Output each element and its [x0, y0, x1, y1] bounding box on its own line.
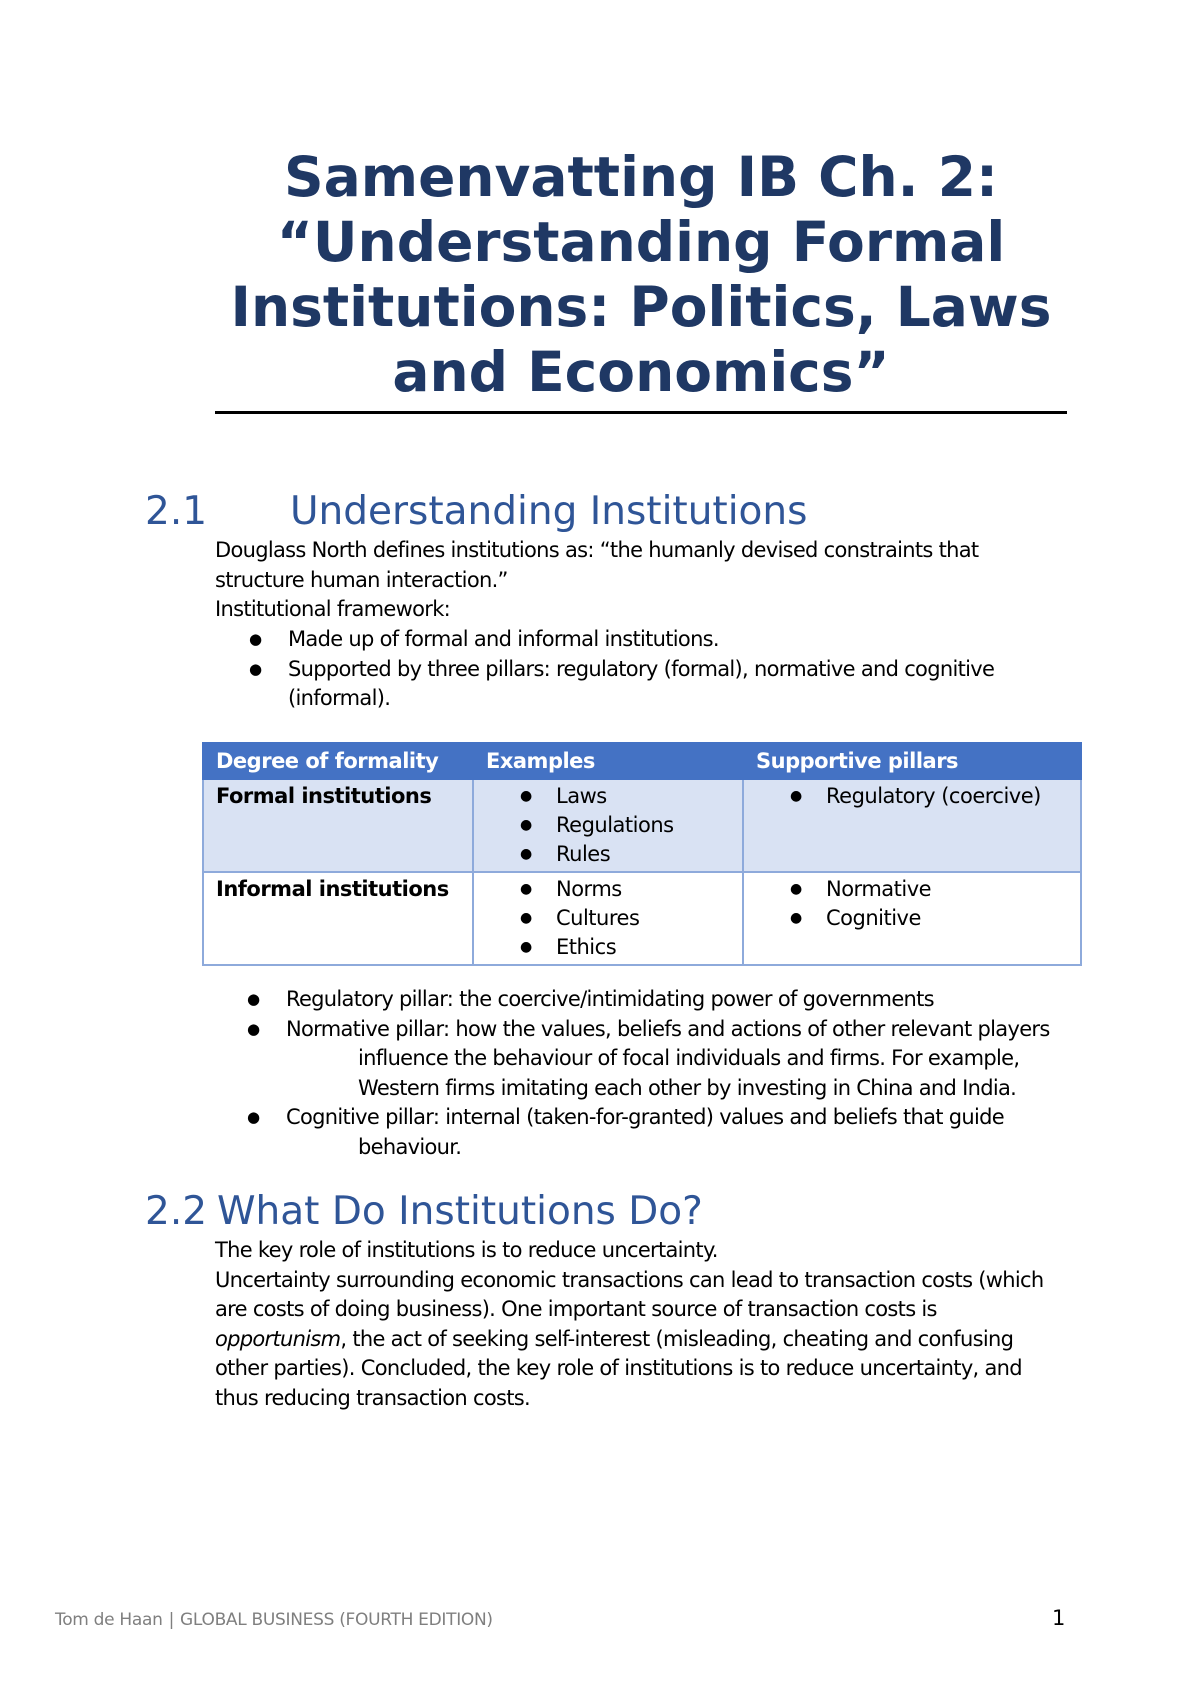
list-item: ● Ethics [486, 933, 730, 962]
column-header: Examples [473, 743, 743, 779]
row-label: Formal institutions [203, 779, 473, 872]
column-header: Degree of formality [203, 743, 473, 779]
title-line: “Understanding Formal [276, 210, 1006, 274]
text-line: other parties). Concluded, the key role of institutions is to reduce uncertainty, and [215, 1356, 1022, 1380]
pillars-cell [743, 779, 1081, 872]
text-line: Uncertainty surrounding economic transactions can lead to transaction costs (which [215, 1267, 1044, 1292]
list-item: ● Regulatory (coercive) [756, 782, 1068, 811]
section-title: Understanding Institutions [290, 489, 808, 534]
list-item: ● Laws [486, 782, 730, 811]
definition-paragraph [215, 536, 1065, 625]
list-item: ● Regulatory pillar: the coercive/intimidating power of governments [213, 985, 1093, 1015]
list-item: ● Normative pillar: how the values, beliefs and actions of other relevant players influence the behaviour of focal individuals and firms. For example, Western firms imitating each other by investing in China and India. [213, 1015, 1093, 1104]
text-line: opportunism, the act of seeking self-interest (misleading, cheating and confusing [215, 1326, 1014, 1351]
footer-separator: | [168, 1610, 175, 1630]
document-title [215, 145, 1067, 414]
row-label: Informal institutions [203, 872, 473, 965]
list-item: ● Cognitive [756, 904, 1068, 933]
list-item: ● Supported by three pillars: regulatory (formal), normative and cognitive (informal). [215, 655, 1075, 714]
title-line: Samenvatting IB Ch. 2: [284, 145, 998, 209]
text-line: thus reducing transaction costs. [215, 1385, 530, 1410]
title-line: Institutions: Politics, Laws [230, 275, 1052, 339]
table-row [203, 779, 1081, 872]
page-footer [55, 1610, 493, 1630]
section-number: 2.2 [145, 1189, 208, 1234]
table-row [203, 872, 1081, 965]
column-header: Supportive pillars [743, 743, 1081, 779]
text-line: The key role of institutions is to reduce uncertainty. [215, 1238, 718, 1262]
list-item: ● Rules [486, 840, 730, 869]
pillar-notes-list [213, 985, 1093, 1162]
list-item: ● Normative [756, 875, 1068, 904]
section-title: What Do Institutions Do? [217, 1189, 703, 1234]
list-item: ● Cultures [486, 904, 730, 933]
institutions-table [202, 742, 1082, 966]
examples-cell [473, 872, 743, 965]
footer-book: GLOBAL BUSINESS (FOURTH EDITION) [180, 1610, 493, 1630]
framework-label: Institutional framework: [215, 597, 451, 621]
section-2-2-paragraph [215, 1236, 1065, 1413]
examples-cell [473, 779, 743, 872]
list-item: ● Made up of formal and informal institutions. [215, 625, 1075, 655]
section-heading-2-2 [145, 1190, 703, 1234]
list-item: ● Cognitive pillar: internal (taken-for-granted) values and beliefs that guide behaviour. [213, 1103, 1093, 1162]
section-heading-2-1 [145, 490, 807, 534]
text-line: structure human interaction.” [215, 567, 508, 592]
pillars-cell [743, 872, 1081, 965]
table-header-row [203, 743, 1081, 779]
section-number: 2.1 [145, 489, 208, 534]
title-line: and Economics” [392, 340, 890, 404]
list-item: ● Norms [486, 875, 730, 904]
text-line: are costs of doing business). One important source of transaction costs is [215, 1297, 937, 1321]
framework-list [215, 625, 1075, 714]
footer-author: Tom de Haan [55, 1610, 163, 1630]
text-line: Douglass North defines institutions as: “the humanly devised constraints that [215, 538, 979, 562]
list-item: ● Regulations [486, 811, 730, 840]
page-number: 1 [1052, 1606, 1066, 1630]
opportunism-term: opportunism [215, 1326, 341, 1351]
